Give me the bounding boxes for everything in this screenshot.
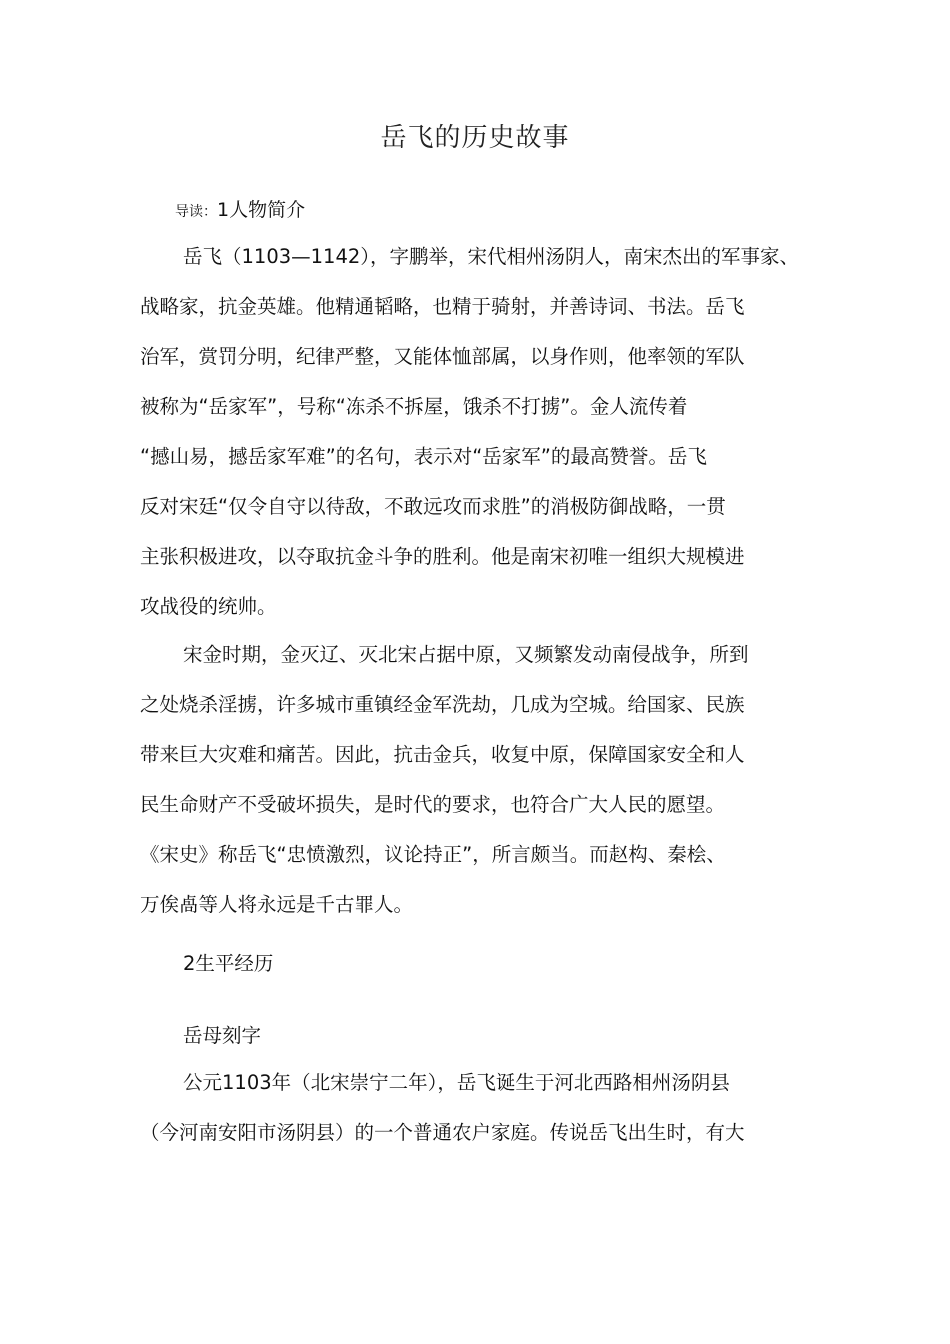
paragraph-line: 公元1103年（北宋崇宁二年），岳飞诞生于河北西路相州汤阴县 bbox=[183, 1071, 730, 1094]
paragraph-line: 战略家，抗金英雄。他精通韬略，也精于骑射，并善诗词、书法。岳飞 bbox=[140, 295, 745, 318]
paragraph-line: 万俟卨等人将永远是千古罪人。 bbox=[140, 893, 414, 916]
paragraph-line: 治军，赏罚分明，纪律严整，又能体恤部属，以身作则，他率领的军队 bbox=[140, 345, 745, 368]
paragraph-line: 宋金时期，金灭辽、灭北宋占据中原，又频繁发动南侵战争，所到 bbox=[183, 643, 749, 666]
paragraph-line: 反对宋廷“仅令自守以待敌，不敢远攻而求胜”的消极防御战略，一贯 bbox=[140, 495, 726, 518]
paragraph-3 bbox=[140, 1058, 830, 1158]
paragraph-line: （今河南安阳市汤阴县）的一个普通农户家庭。传说岳飞出生时，有大 bbox=[140, 1121, 745, 1144]
paragraph-line: 攻战役的统帅。 bbox=[140, 595, 277, 618]
lead-line bbox=[175, 195, 305, 222]
paragraph-line: 被称为“岳家军”，号称“冻杀不拆屋，饿杀不打掳”。金人流传着 bbox=[140, 395, 688, 418]
paragraph-line: 之处烧杀淫掳，许多城市重镇经金军洗劫，几成为空城。给国家、民族 bbox=[140, 693, 745, 716]
paragraph-line: 《宋史》称岳飞“忠愤激烈，议论持正”，所言颇当。而赵构、秦桧、 bbox=[140, 843, 726, 866]
paragraph-line: 民生命财产不受破坏损失，是时代的要求，也符合广大人民的愿望。 bbox=[140, 793, 726, 816]
paragraph-line: 带来巨大灾难和痛苦。因此，抗击金兵，收复中原，保障国家安全和人 bbox=[140, 743, 745, 766]
document-title: 岳飞的历史故事 bbox=[380, 123, 570, 153]
paragraph-line: 主张积极进攻，以夺取抗金斗争的胜利。他是南宋初唯一组织大规模进 bbox=[140, 545, 745, 568]
lead-text: 1人物简介 bbox=[217, 199, 306, 221]
lead-prefix: 导读： bbox=[175, 204, 217, 220]
section-heading: 2生平经历 bbox=[183, 952, 274, 975]
paragraph-line: “撼山易，撼岳家军难”的名句，表示对“岳家军”的最高赞誉。岳飞 bbox=[140, 445, 707, 468]
paragraph-1 bbox=[140, 232, 830, 632]
paragraph-line: 岳飞（1103—1142），字鹏举，宋代相州汤阴人，南宋杰出的军事家、 bbox=[183, 245, 800, 268]
subheading: 岳母刻字 bbox=[183, 1024, 262, 1047]
paragraph-2 bbox=[140, 630, 830, 930]
